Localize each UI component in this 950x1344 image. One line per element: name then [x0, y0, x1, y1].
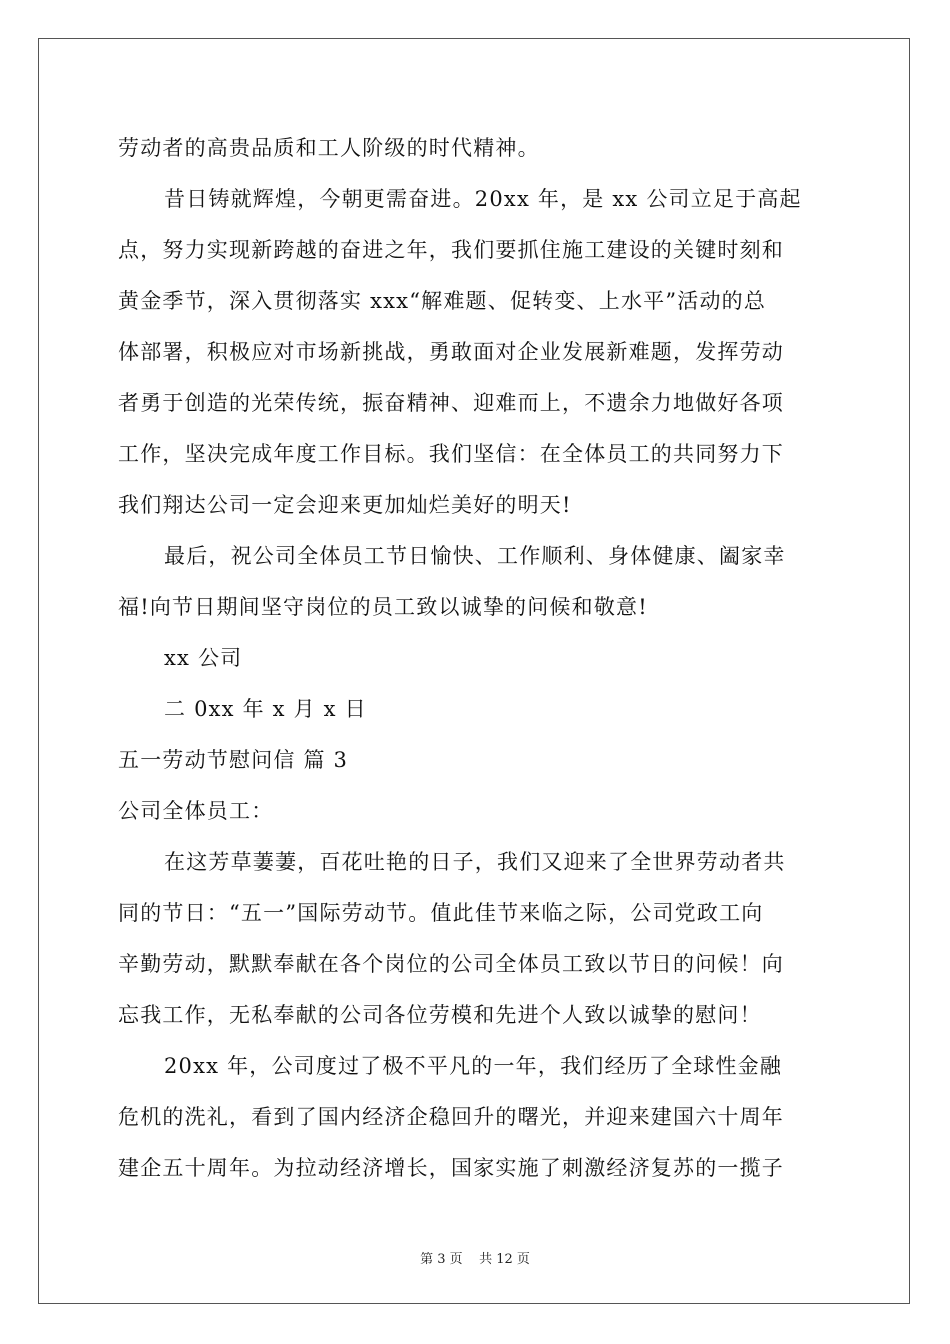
text-line: 20xx 年，公司度过了极不平凡的一年，我们经历了全球性金融: [164, 1054, 783, 1078]
text-line: 福!向节日期间坚守岗位的员工致以诚挚的问候和敬意!: [118, 595, 648, 619]
text-line: 危机的洗礼，看到了国内经济企稳回升的曙光，并迎来建国六十周年: [118, 1105, 784, 1129]
text-line: 在这芳草萋萋，百花吐艳的日子，我们又迎来了全世界劳动者共: [164, 850, 786, 874]
text-line: 昔日铸就辉煌，今朝更需奋进。20xx 年，是 xx 公司立足于高起: [164, 187, 802, 211]
text-line: 工作，坚决完成年度工作目标。我们坚信：在全体员工的共同努力下: [118, 442, 784, 466]
text-line: 者勇于创造的光荣传统，振奋精神、迎难而上，不遗余力地做好各项: [118, 391, 784, 415]
salutation: 公司全体员工：: [118, 799, 274, 823]
text-line: 建企五十周年。为拉动经济增长，国家实施了刺激经济复苏的一揽子: [118, 1156, 784, 1180]
text-line: 辛勤劳动，默默奉献在各个岗位的公司全体员工致以节日的问候！向: [118, 952, 784, 976]
text-line: 劳动者的高贵品质和工人阶级的时代精神。: [118, 136, 540, 160]
text-line: 黄金季节，深入贯彻落实 xxx“解难题、促转变、上水平”活动的总: [118, 289, 767, 313]
text-line: 我们翔达公司一定会迎来更加灿烂美好的明天!: [118, 493, 572, 517]
signature-date: 二 0xx 年 x 月 x 日: [164, 697, 367, 721]
signature-company: xx 公司: [164, 646, 243, 670]
text-line: 体部署，积极应对市场新挑战，勇敢面对企业发展新难题，发挥劳动: [118, 340, 784, 364]
text-line: 忘我工作，无私奉献的公司各位劳模和先进个人致以诚挚的慰问！: [118, 1003, 762, 1027]
document-body: [118, 128, 838, 1199]
section-heading: 五一劳动节慰问信 篇 3: [118, 748, 349, 772]
text-line: 最后，祝公司全体员工节日愉快、工作顺利、身体健康、阖家幸: [164, 544, 786, 568]
text-line: 点，努力实现新跨越的奋进之年，我们要抓住施工建设的关键时刻和: [118, 238, 784, 262]
page-number: 第 3 页 共 12 页: [420, 1252, 530, 1267]
text-line: 同的节日：“五一”国际劳动节。值此佳节来临之际，公司党政工向: [118, 901, 764, 925]
